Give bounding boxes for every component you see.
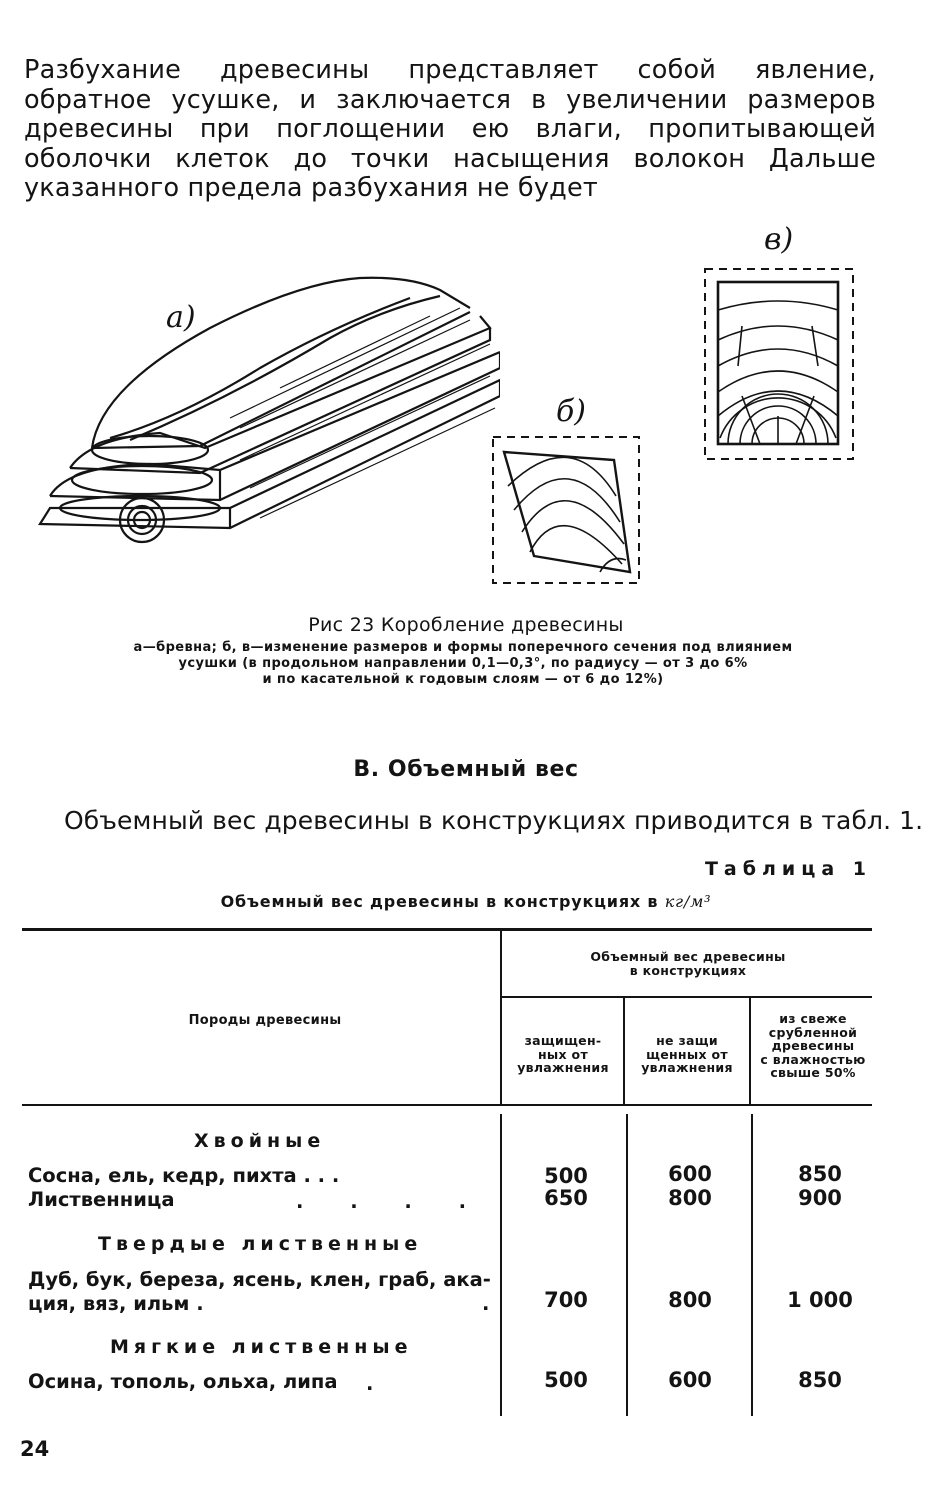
table-col-divider bbox=[749, 997, 751, 1106]
table-row-label: Осина, тополь, ольха, липа bbox=[28, 1370, 338, 1393]
figure-legend-line: усушки (в продольном направлении 0,1—0,3°, по радиусу — от 3 до 6% bbox=[178, 656, 748, 671]
header-group bbox=[504, 950, 872, 977]
table-cell: 500 bbox=[544, 1164, 588, 1188]
table-cell: 1 000 bbox=[787, 1288, 853, 1312]
header-line: увлажнения bbox=[641, 1060, 733, 1075]
header-line: не защи bbox=[656, 1033, 718, 1048]
figure-label-v: в) bbox=[764, 222, 794, 257]
header-line: срубленной bbox=[768, 1024, 858, 1040]
header-line: ных от bbox=[538, 1046, 588, 1062]
table-title-unit: кг/м³ bbox=[664, 892, 712, 911]
figure-legend-line: а—бревна; б, в—изменение размеров и формы поперечного сечения под влиянием bbox=[133, 640, 793, 655]
header-line: защищен- bbox=[524, 1033, 602, 1048]
table-label: Таблица 1 bbox=[704, 858, 872, 880]
section-v-illustration bbox=[702, 266, 856, 462]
header-line: щенных от bbox=[646, 1046, 728, 1062]
header-species: Породы древесины bbox=[188, 1013, 342, 1028]
figure-label-b: б) bbox=[556, 394, 587, 429]
table-cell: 650 bbox=[544, 1186, 588, 1210]
table-cell: 600 bbox=[668, 1162, 712, 1186]
table-body-divider bbox=[500, 1114, 502, 1416]
table-top-rule bbox=[22, 928, 872, 931]
group-heading-softwood: Мягкие лиственные bbox=[110, 1336, 413, 1358]
table-cell: 800 bbox=[668, 1186, 712, 1210]
table-cell: 800 bbox=[668, 1288, 712, 1312]
section-title: В. Объемный вес bbox=[353, 757, 579, 782]
page-number: 24 bbox=[20, 1437, 50, 1461]
table-cell: 850 bbox=[798, 1368, 842, 1392]
header-col-unprotected bbox=[626, 1034, 748, 1075]
header-group-line: в конструкциях bbox=[629, 962, 747, 978]
table-group-rule bbox=[502, 996, 872, 998]
table-row-label: Лиственница bbox=[28, 1188, 175, 1211]
table-header-rule bbox=[22, 1104, 872, 1106]
header-col-protected bbox=[504, 1034, 622, 1075]
header-col-fresh bbox=[752, 1012, 874, 1080]
table-title-text: Объемный вес древесины в конструкциях в bbox=[220, 892, 659, 911]
log-illustration bbox=[30, 268, 500, 548]
section-text: Объемный вес древесины в конструкциях приводится в табл. 1. bbox=[64, 806, 924, 835]
table-col-divider bbox=[623, 997, 625, 1106]
table-body-divider bbox=[751, 1114, 753, 1416]
table-cell: 500 bbox=[544, 1368, 588, 1392]
group-heading-hardwood: Твердые лиственные bbox=[98, 1233, 423, 1255]
table-row-label: Дуб, бук, береза, ясень, клен, граб, ака- bbox=[28, 1268, 491, 1291]
header-line: свыше 50% bbox=[770, 1065, 856, 1080]
table-cell: 700 bbox=[544, 1288, 588, 1312]
table-title bbox=[0, 892, 932, 911]
table-row-label: Сосна, ель, кедр, пихта . . . bbox=[28, 1164, 340, 1187]
header-line: из свеже bbox=[779, 1011, 847, 1026]
header-line: древесины bbox=[771, 1038, 855, 1053]
figure-label-a: а) bbox=[166, 300, 196, 335]
table-row-leader-dots: . bbox=[366, 1372, 374, 1395]
figure-legend-line: и по касательной к годовым слоям — от 6 до 12%) bbox=[262, 672, 664, 687]
header-line: с влажностью bbox=[760, 1051, 866, 1067]
table-col-divider bbox=[500, 930, 502, 1106]
table-body-divider bbox=[626, 1114, 628, 1416]
section-b-illustration bbox=[490, 434, 644, 586]
intro-paragraph: Разбухание древесины представляет собой явление, обратное усушке, и заключается в увеличении размеров древесины при поглощении ею влаги, пропитывающей оболочки клеток до точки насыщения волокон Дальше указанного предела разбухания не будет bbox=[24, 55, 876, 203]
table-row-leader-dots: . . . . bbox=[296, 1190, 486, 1213]
figure-legend bbox=[52, 640, 874, 688]
figure-caption: Рис 23 Коробление древесины bbox=[308, 614, 624, 636]
table-row-label: ция, вяз, ильм . bbox=[28, 1292, 204, 1315]
group-heading-coniferous: Хвойные bbox=[194, 1130, 326, 1152]
header-group-line: Объемный вес древесины bbox=[590, 949, 786, 964]
header-line: увлажнения bbox=[517, 1060, 609, 1075]
table-cell: 600 bbox=[668, 1368, 712, 1392]
table-cell: 900 bbox=[798, 1186, 842, 1210]
table-row-leader-dots: . bbox=[482, 1292, 490, 1315]
table-cell: 850 bbox=[798, 1162, 842, 1186]
